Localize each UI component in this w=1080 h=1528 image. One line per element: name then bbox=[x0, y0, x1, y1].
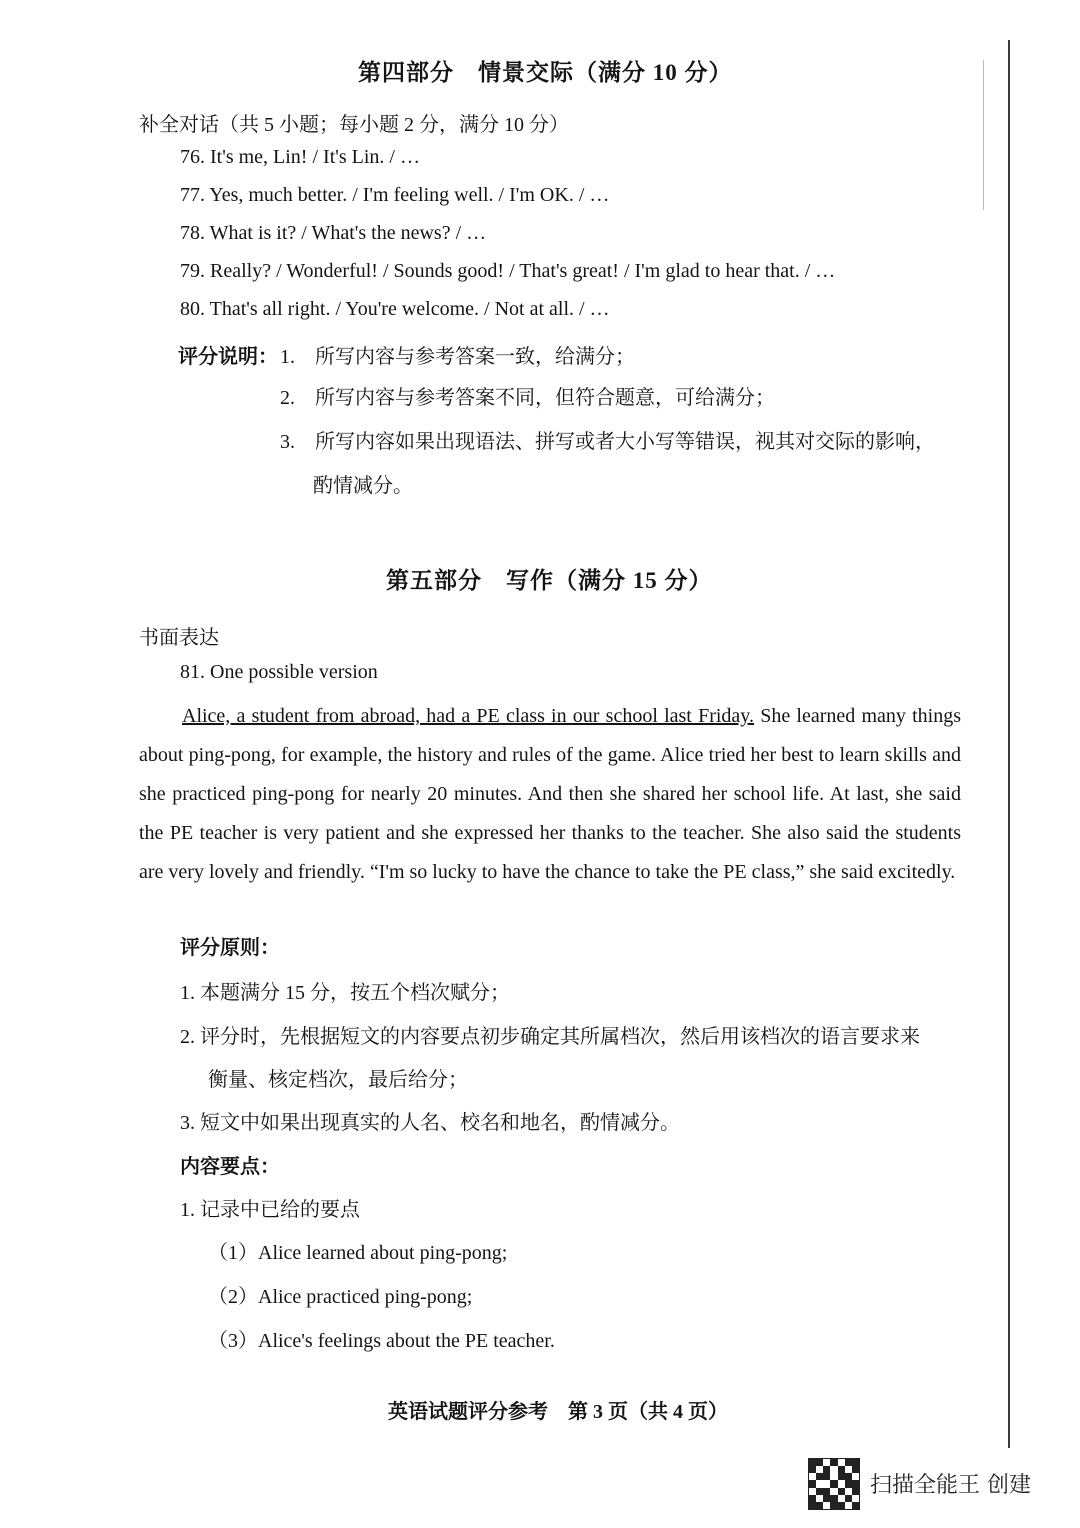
page-shadow-line bbox=[983, 60, 984, 210]
scoring-rule-2: 2. 所写内容与参考答案不同，但符合题意，可给满分； bbox=[280, 387, 775, 409]
answer-79: 79. Really? / Wonderful! / Sounds good! / That's great! / I'm glad to hear that. / … bbox=[180, 260, 836, 282]
point-2: （2）Alice practiced ping-pong; bbox=[208, 1286, 473, 1308]
scanner-watermark: 扫描全能王 创建 bbox=[870, 1473, 1031, 1498]
part4-heading: 第四部分 情景交际（满分 10 分） bbox=[358, 60, 733, 85]
principle-2: 2. 评分时，先根据短文的内容要点初步确定其所属档次，然后用该档次的语言要求来 bbox=[180, 1026, 920, 1048]
qr-code-icon bbox=[808, 1458, 860, 1510]
essay-underlined-sentence: Alice, a student from abroad, had a PE class in our school last Friday. bbox=[182, 705, 754, 727]
principle-1: 1. 本题满分 15 分，按五个档次赋分； bbox=[180, 982, 510, 1004]
points-label: 内容要点： bbox=[180, 1156, 280, 1178]
answer-80: 80. That's all right. / You're welcome. / Not at all. / … bbox=[180, 298, 610, 320]
scoring-rule-3-cont: 酌情减分。 bbox=[313, 475, 413, 497]
page-border-line bbox=[1008, 40, 1010, 1448]
answer-77: 77. Yes, much better. / I'm feeling well. / I'm OK. / … bbox=[180, 184, 610, 206]
answer-78: 78. What is it? / What's the news? / … bbox=[180, 222, 487, 244]
model-essay bbox=[139, 697, 961, 892]
principle-2-cont: 衡量、核定档次，最后给分； bbox=[208, 1069, 468, 1091]
scoring-label: 评分说明： bbox=[178, 346, 278, 368]
point-1: （1）Alice learned about ping-pong; bbox=[208, 1242, 508, 1264]
part5-subheading: 书面表达 bbox=[139, 627, 219, 649]
part4-subheading: 补全对话（共 5 小题；每小题 2 分，满分 10 分） bbox=[139, 114, 569, 136]
point-3: （3）Alice's feelings about the PE teacher. bbox=[208, 1330, 555, 1352]
essay-item-title: 81. One possible version bbox=[180, 661, 378, 683]
scoring-rule-1: 1. 所写内容与参考答案一致，给满分； bbox=[280, 346, 635, 368]
page-footer: 英语试题评分参考 第 3 页（共 4 页） bbox=[388, 1401, 728, 1423]
answer-76: 76. It's me, Lin! / It's Lin. / … bbox=[180, 146, 420, 168]
part5-heading: 第五部分 写作（满分 15 分） bbox=[386, 568, 713, 593]
points-title: 1. 记录中已给的要点 bbox=[180, 1199, 360, 1221]
scoring-rule-3: 3. 所写内容如果出现语法、拼写或者大小写等错误，视其对交际的影响， bbox=[280, 431, 935, 453]
principle-3: 3. 短文中如果出现真实的人名、校名和地名，酌情减分。 bbox=[180, 1112, 680, 1134]
essay-body: She learned many things about ping-pong, for example, the history and rules of the game. Alice tried her best to learn skills and she practiced ping-pong for nearly 20 minutes. And then she shared her school life. At last, she said the PE teacher is very patient and she expressed her thanks to the teacher. She also said the students are very lovely and friendly. “I'm so lucky to have the chance to take the PE class,” she said excitedly. bbox=[139, 705, 961, 883]
principles-label: 评分原则： bbox=[180, 937, 280, 959]
